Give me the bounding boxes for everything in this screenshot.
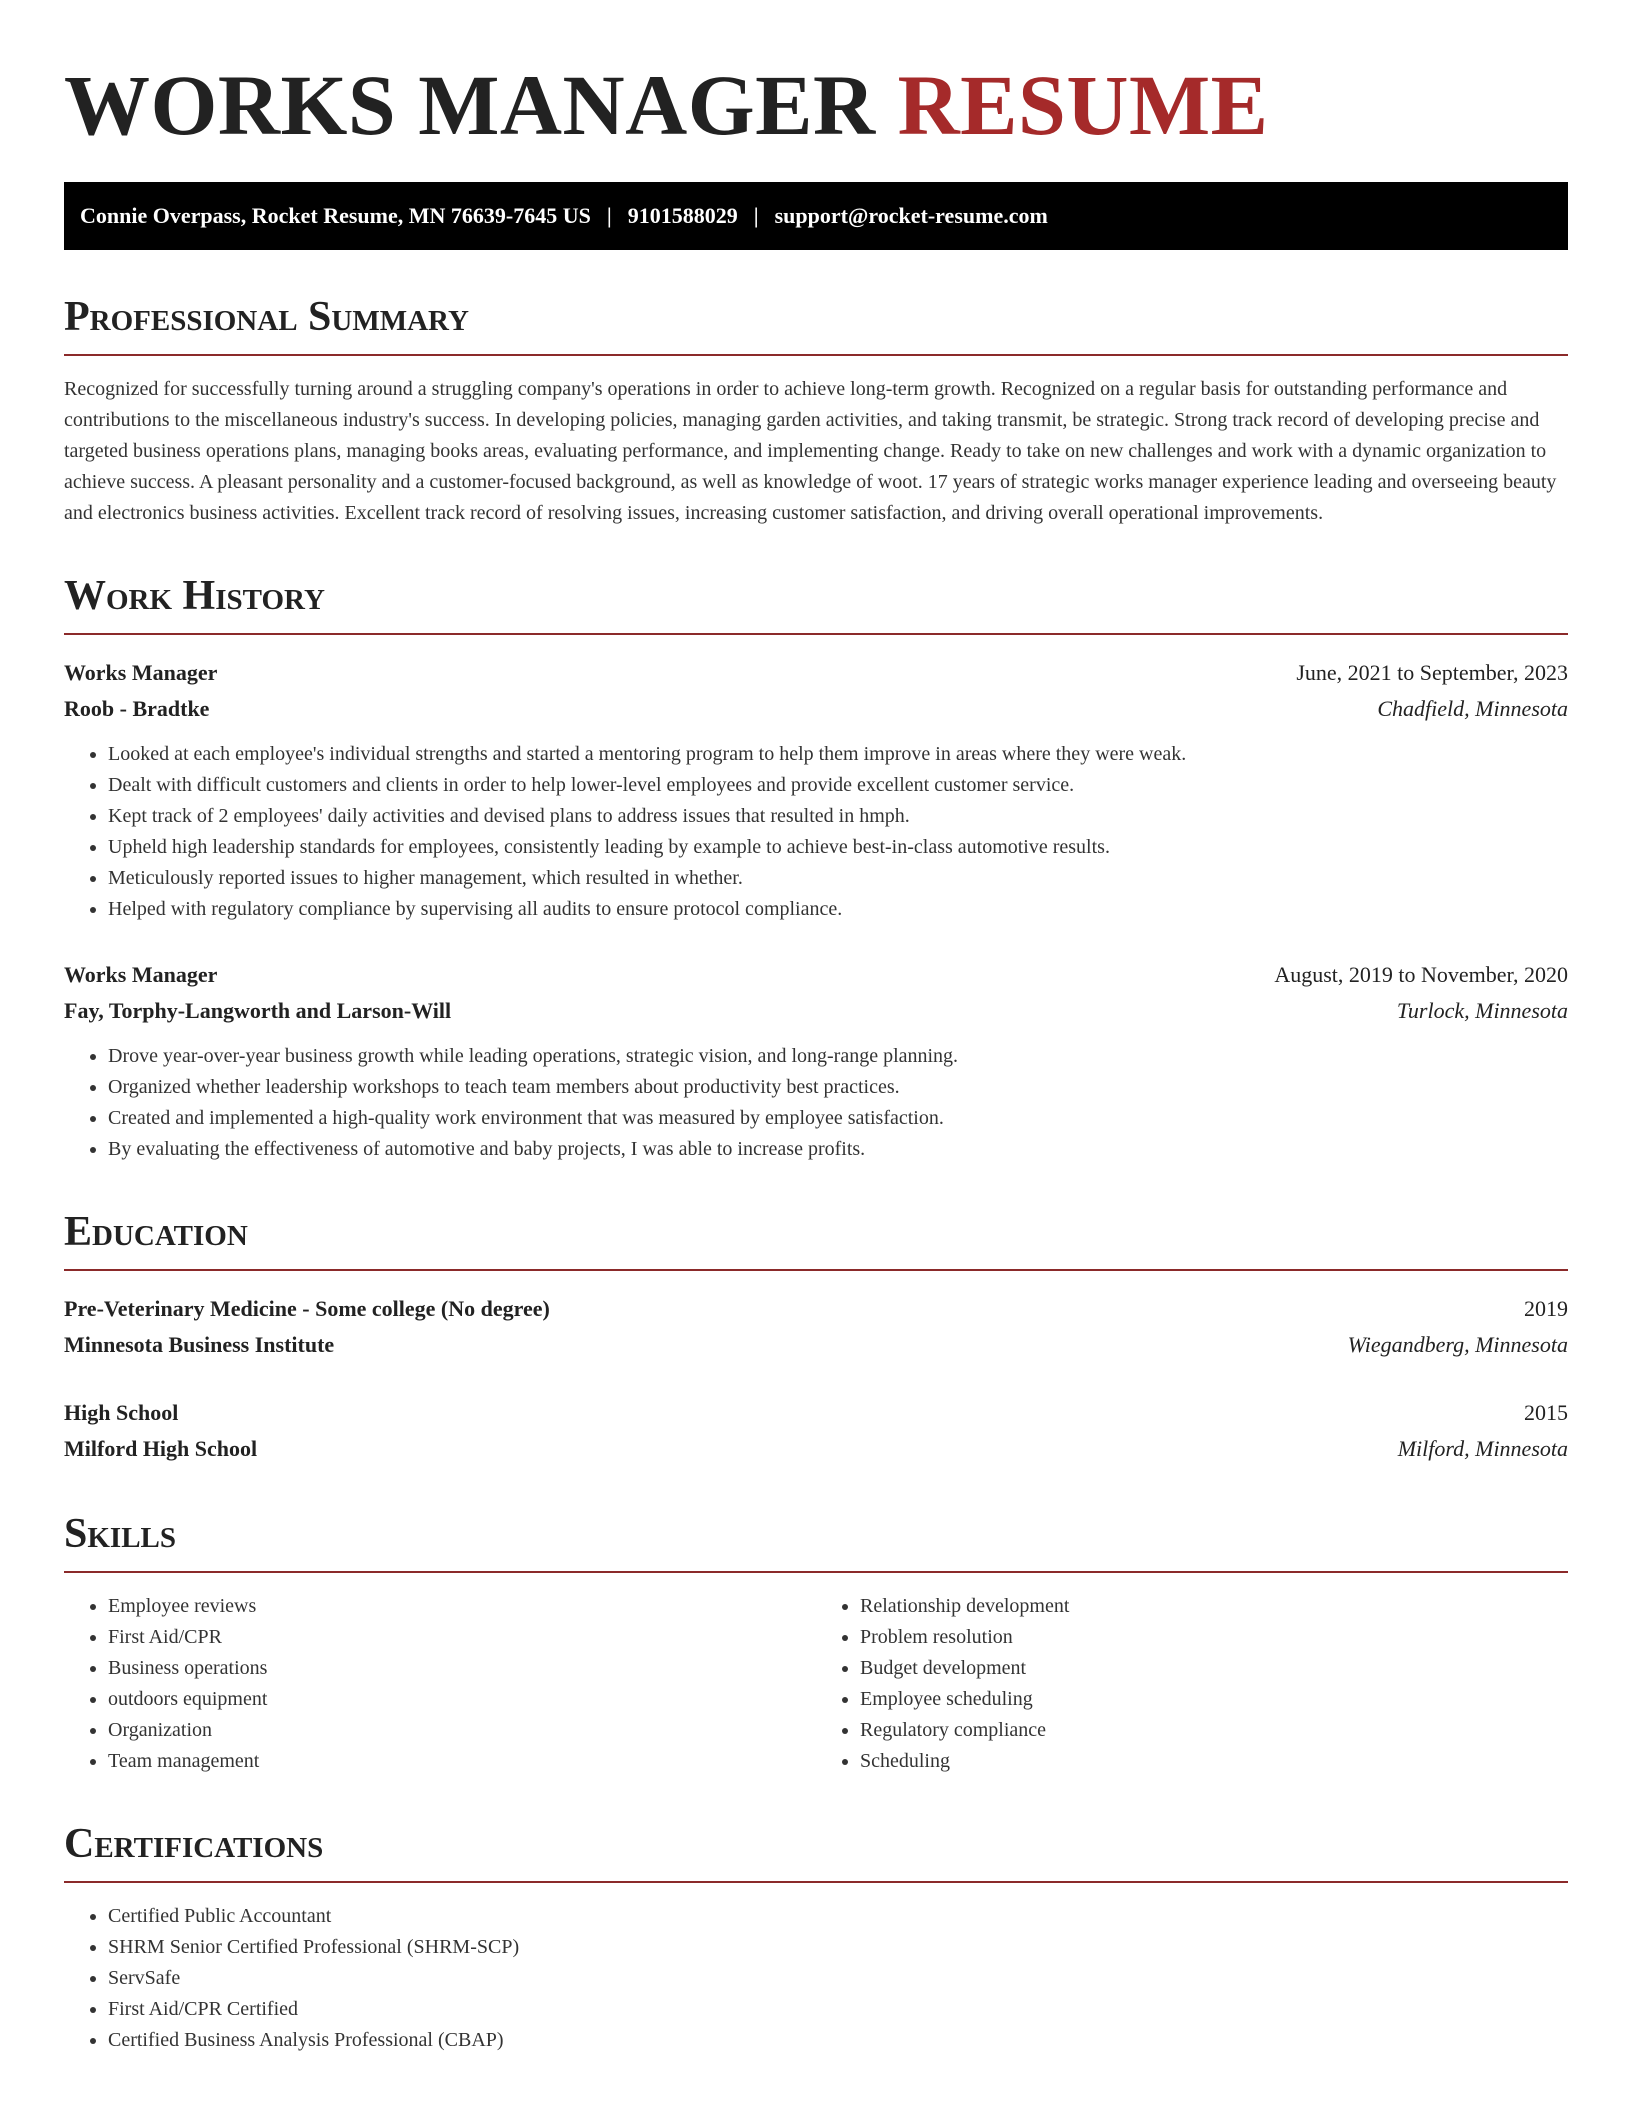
job-header-row xyxy=(64,957,1568,993)
certification-item: • Certified Business Analysis Professional (CBAP) xyxy=(108,2025,1568,2056)
job-bullet: • Dealt with difficult customers and clients in order to help lower-level employees and provide excellent customer service. xyxy=(108,770,1568,801)
education-year: 2019 xyxy=(1524,1296,1568,1321)
education-location: Wiegandberg, Minnesota xyxy=(1347,1332,1568,1357)
education-section xyxy=(64,1211,1568,1467)
education-school-row xyxy=(64,1327,1568,1363)
skill-item: • Scheduling xyxy=(860,1746,1568,1777)
certifications-section xyxy=(64,1823,1568,2056)
skills-list-left xyxy=(64,1591,816,1777)
section-heading: Certifications xyxy=(64,1823,1568,1883)
contact-email: support@rocket-resume.com xyxy=(774,203,1048,228)
contact-separator: | xyxy=(606,203,612,228)
skill-item: • Budget development xyxy=(860,1653,1568,1684)
job-bullet: • Organized whether leadership workshops to teach team members about productivity best practices. xyxy=(108,1072,1568,1103)
skill-item: • First Aid/CPR xyxy=(108,1622,816,1653)
section-heading: Education xyxy=(64,1211,1568,1271)
education-school: Minnesota Business Institute xyxy=(64,1332,335,1357)
section-heading: Professional Summary xyxy=(64,296,1568,356)
skill-item: • Regulatory compliance xyxy=(860,1715,1568,1746)
work-history-section xyxy=(64,575,1568,1165)
contact-bar xyxy=(64,182,1568,250)
job-bullet: • Created and implemented a high-quality work environment that was measured by employee satisfaction. xyxy=(108,1103,1568,1134)
job-company: Fay, Torphy-Langworth and Larson-Will xyxy=(64,998,452,1023)
job-company: Roob - Bradtke xyxy=(64,696,210,721)
education-school: Milford High School xyxy=(64,1436,258,1461)
contact-separator: | xyxy=(753,203,759,228)
job-header-row xyxy=(64,655,1568,691)
skill-item: • Business operations xyxy=(108,1653,816,1684)
job-bullet: • By evaluating the effectiveness of automotive and baby projects, I was able to increase profits. xyxy=(108,1134,1568,1165)
education-entry xyxy=(64,1395,1568,1467)
contact-phone: 9101588029 xyxy=(627,203,738,228)
certification-item: • First Aid/CPR Certified xyxy=(108,1994,1568,2025)
education-degree: High School xyxy=(64,1400,179,1425)
job-bullets xyxy=(64,739,1568,925)
section-heading: Skills xyxy=(64,1513,1568,1573)
job-bullet: • Looked at each employee's individual strengths and started a mentoring program to help them improve in areas where they were weak. xyxy=(108,739,1568,770)
skill-item: • Employee reviews xyxy=(108,1591,816,1622)
education-degree-row xyxy=(64,1291,1568,1327)
title-accent: RESUME xyxy=(897,57,1269,153)
title-main: WORKS MANAGER xyxy=(64,57,876,153)
education-school-row xyxy=(64,1431,1568,1467)
job-dates: August, 2019 to November, 2020 xyxy=(1274,962,1568,987)
skill-item: • Employee scheduling xyxy=(860,1684,1568,1715)
education-degree: Pre-Veterinary Medicine - Some college (No degree) xyxy=(64,1296,550,1321)
section-heading: Work History xyxy=(64,575,1568,635)
summary-text: Recognized for successfully turning around a struggling company's operations in order to achieve long-term growth. Recognized on a regular basis for outstanding performance and contributions to the miscellaneous industry's success. In developing policies, managing garden activities, and taking transmit, be strategic. Strong track record of developing precise and targeted business operations plans, managing books areas, evaluating performance, and implementing change. Ready to take on new challenges and work with a dynamic organization to achieve success. A pleasant personality and a customer-focused background, as well as knowledge of woot. 17 years of strategic works manager experience leading and overseeing beauty and electronics business activities. Excellent track record of resolving issues, increasing customer satisfaction, and driving overall operational improvements. xyxy=(64,378,1557,524)
job-location: Chadfield, Minnesota xyxy=(1377,696,1568,721)
education-location: Milford, Minnesota xyxy=(1397,1436,1568,1461)
job-bullet: • Kept track of 2 employees' daily activities and devised plans to address issues that resulted in hmph. xyxy=(108,801,1568,832)
skill-item: • Team management xyxy=(108,1746,816,1777)
job-entry xyxy=(64,957,1568,1165)
job-bullet: • Helped with regulatory compliance by supervising all audits to ensure protocol compliance. xyxy=(108,894,1568,925)
certification-item: • Certified Public Accountant xyxy=(108,1901,1568,1932)
job-bullets xyxy=(64,1041,1568,1165)
job-entry xyxy=(64,655,1568,925)
job-bullet: • Upheld high leadership standards for employees, consistently leading by example to achieve best-in-class automotive results. xyxy=(108,832,1568,863)
certification-item: • SHRM Senior Certified Professional (SHRM-SCP) xyxy=(108,1932,1568,1963)
certifications-list xyxy=(64,1901,1568,2056)
job-company-row xyxy=(64,993,1568,1029)
certification-item: • ServSafe xyxy=(108,1963,1568,1994)
skill-item: • Relationship development xyxy=(860,1591,1568,1622)
job-title: Works Manager xyxy=(64,962,218,987)
job-location: Turlock, Minnesota xyxy=(1396,998,1568,1023)
skills-section xyxy=(64,1513,1568,1777)
job-bullet: • Drove year-over-year business growth while leading operations, strategic vision, and long-range planning. xyxy=(108,1041,1568,1072)
education-year: 2015 xyxy=(1524,1400,1568,1425)
resume-title xyxy=(64,56,1568,153)
job-dates: June, 2021 to September, 2023 xyxy=(1296,660,1568,685)
education-entry xyxy=(64,1291,1568,1363)
skill-item: • outdoors equipment xyxy=(108,1684,816,1715)
summary-section xyxy=(64,296,1568,529)
skill-item: • Organization xyxy=(108,1715,816,1746)
education-degree-row xyxy=(64,1395,1568,1431)
skills-columns xyxy=(64,1591,1568,1777)
contact-address: Connie Overpass, Rocket Resume, MN 76639-7645 US xyxy=(80,203,591,228)
job-bullet: • Meticulously reported issues to higher management, which resulted in whether. xyxy=(108,863,1568,894)
skills-list-right xyxy=(816,1591,1568,1777)
skill-item: • Problem resolution xyxy=(860,1622,1568,1653)
job-title: Works Manager xyxy=(64,660,218,685)
job-company-row xyxy=(64,691,1568,727)
